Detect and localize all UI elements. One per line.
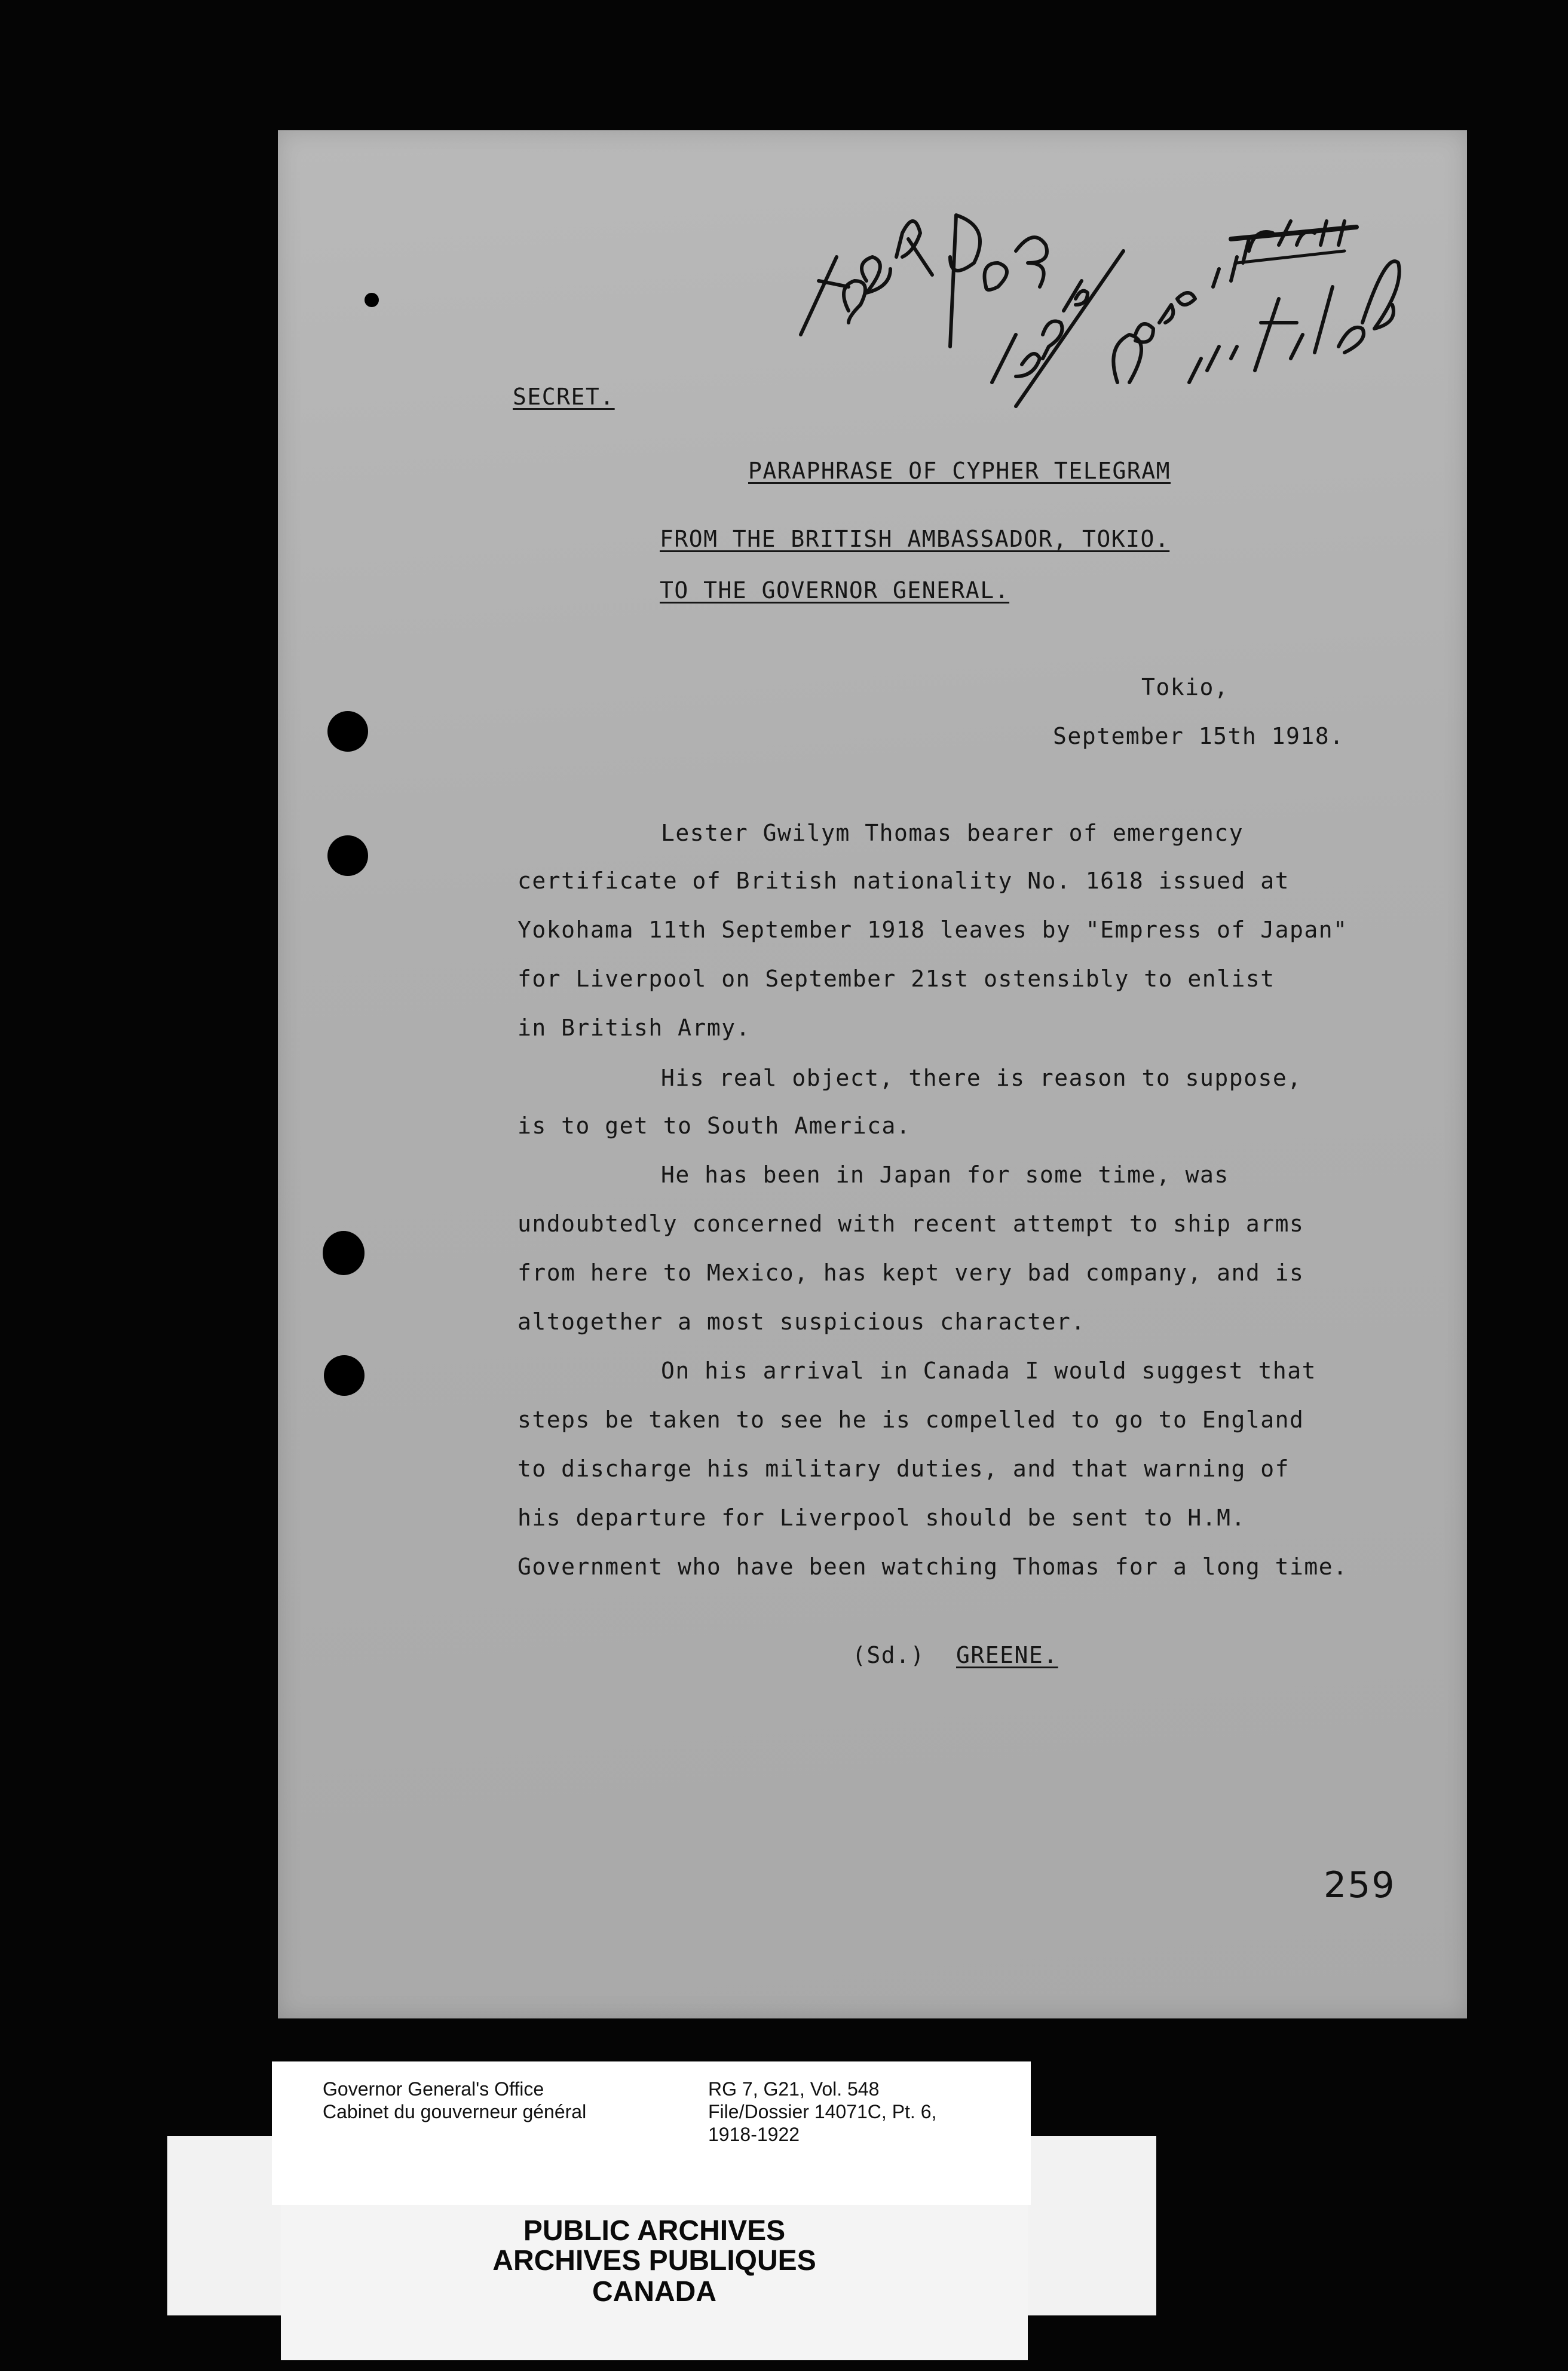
- body-line: Government who have been watching Thomas for a long time.: [517, 1554, 1348, 1580]
- from-line: FROM THE BRITISH AMBASSADOR, TOKIO.: [660, 526, 1170, 552]
- document-heading: PARAPHRASE OF CYPHER TELEGRAM: [748, 458, 1171, 484]
- body-line: undoubtedly concerned with recent attempt to ship arms: [517, 1211, 1304, 1237]
- body-line: His real object, there is reason to suppose,: [661, 1065, 1302, 1091]
- place: Tokio,: [1141, 674, 1229, 700]
- body-line: to discharge his military duties, and that warning of: [517, 1456, 1290, 1482]
- classification-label: SECRET.: [513, 384, 615, 410]
- punch-hole: [324, 1355, 365, 1396]
- office-en: Governor General's Office: [323, 2078, 544, 2100]
- office-fr: Cabinet du gouverneur général: [323, 2101, 587, 2122]
- body-line: certificate of British nationality No. 1618 issued at: [517, 868, 1290, 894]
- stamp-line-3: CANADA: [592, 2276, 716, 2308]
- archive-stamp-panel: [281, 2181, 1028, 2360]
- punch-hole: [323, 1231, 365, 1275]
- body-line: Lester Gwilym Thomas bearer of emergency: [661, 820, 1244, 846]
- body-line: On his arrival in Canada I would suggest that: [661, 1358, 1317, 1384]
- body-line: steps be taken to see he is compelled to go to England: [517, 1407, 1304, 1433]
- body-line: for Liverpool on September 21st ostensibly to enlist: [517, 966, 1275, 992]
- punch-hole: [327, 835, 368, 876]
- body-line: He has been in Japan for some time, was: [661, 1162, 1229, 1188]
- reference-line-3: 1918-1922: [708, 2124, 800, 2145]
- label-tab-right: [1025, 2136, 1156, 2315]
- stamp-line-2: ARCHIVES PUBLIQUES: [492, 2245, 816, 2277]
- label-tab-left: [167, 2136, 281, 2315]
- body-line: in British Army.: [517, 1015, 751, 1041]
- body-line: is to get to South America.: [517, 1113, 911, 1139]
- body-line: his departure for Liverpool should be sent to H.M.: [517, 1505, 1246, 1531]
- stamp-line-1: PUBLIC ARCHIVES: [523, 2215, 786, 2247]
- reference-line-2: File/Dossier 14071C, Pt. 6,: [708, 2101, 937, 2122]
- punch-hole: [327, 711, 368, 752]
- archive-reference-card: [272, 2061, 1031, 2205]
- body-line: Yokohama 11th September 1918 leaves by "Empress of Japan": [517, 917, 1348, 943]
- signature-prefix: (Sd.): [852, 1642, 925, 1668]
- date: September 15th 1918.: [1053, 723, 1345, 749]
- signature-name: GREENE.: [956, 1642, 1058, 1668]
- page-number: 259: [1324, 1864, 1396, 1906]
- body-line: from here to Mexico, has kept very bad company, and is: [517, 1260, 1304, 1286]
- to-line: TO THE GOVERNOR GENERAL.: [660, 577, 1010, 604]
- handwritten-annotations: [0, 0, 1568, 478]
- body-line: altogether a most suspicious character.: [517, 1309, 1086, 1335]
- reference-line-1: RG 7, G21, Vol. 548: [708, 2078, 880, 2100]
